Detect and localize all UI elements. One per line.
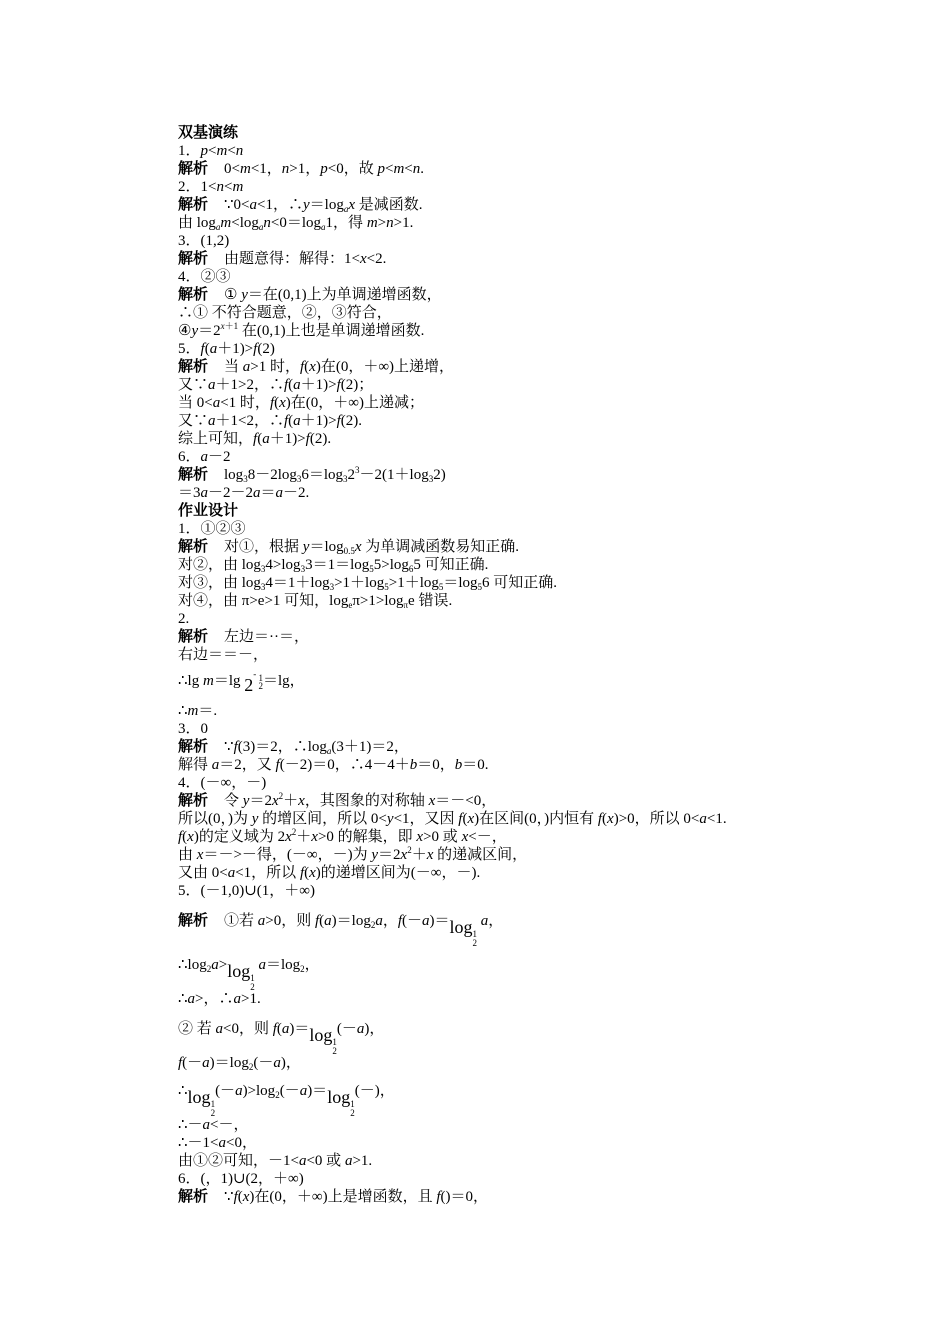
text-line: f(x)的定义域为 $2x^2+x>0$ 的解集，即 x>0 或 x<－， bbox=[178, 827, 507, 845]
text-line: 对④，由 π>e>1 可知，$\log_e\pi>1>\log_\pi e$ 错误. bbox=[178, 593, 453, 610]
solution-line: 解析 对①，根据 $y=\log_{0.5}x$ 为单调减函数易知正确. bbox=[178, 539, 520, 556]
solution-line: 解析 ① y＝在(0,1)上为单调递增函数， bbox=[178, 287, 442, 303]
text-line: 又∵a＋1<2，∴f(a＋1)>f(2). bbox=[178, 413, 363, 429]
solution-label: 解析 bbox=[178, 467, 209, 483]
text-line: 由 x＝－>－得，(－∞，－)为 $y=2x^2+x$ 的递减区间， bbox=[178, 845, 528, 863]
solution-line: 解析 左边＝··＝， bbox=[178, 629, 310, 645]
text-line: 当 0<a<1 时，f(x)在(0，＋∞)上递减； bbox=[178, 395, 424, 411]
solution-line: 解析 ∵0<a<1，$\therefore y=\log_ax$ 是减函数. bbox=[178, 197, 423, 214]
text-line: ∴① 不符合题意，②，③符合， bbox=[178, 305, 392, 321]
answer-line: 5．f(a＋1)>f(2) bbox=[178, 341, 275, 357]
text-line: ∴lg m＝lg $2^{- 1 2}$ ＝lg， bbox=[178, 669, 305, 695]
text-line: $f(-a)=\log_2(-a)$， bbox=[178, 1055, 301, 1072]
text-line: ∴a>，∴a>1. bbox=[178, 991, 261, 1007]
text-line: ∴－1<a<0， bbox=[178, 1135, 257, 1151]
answer-line: 1．p<m<n bbox=[178, 143, 244, 159]
answer-line: 6．(，1)∪(2，＋∞) bbox=[178, 1171, 304, 1187]
solution-label: 解析 bbox=[178, 539, 209, 555]
solution-label: 解析 bbox=[178, 739, 209, 755]
text-line: 由①②可知，－1<a<0 或 a>1. bbox=[178, 1153, 373, 1169]
text-line: ∴m＝. bbox=[178, 703, 218, 719]
text-line: ② 若 a<0，则 f(a)＝ log 1 2 (－a)， bbox=[178, 1021, 385, 1056]
solution-label: 解析 bbox=[178, 359, 209, 375]
answer-line: 2. bbox=[178, 611, 190, 627]
answer-line: 1．①②③ bbox=[178, 521, 246, 537]
solution-label: 解析 bbox=[178, 251, 209, 267]
solution-label: 解析 bbox=[178, 1189, 209, 1205]
text-line: 解得 a＝2，又 f(－2)＝0，∴4－4＋b＝0，b＝0. bbox=[178, 757, 489, 773]
answer-line: 5．(－1,0)∪(1，＋∞) bbox=[178, 883, 315, 899]
section-heading: 作业设计 bbox=[178, 503, 239, 519]
solution-line: 解析 $\log_38-2\log_36=\log_32^3-2(1+\log_32)$ bbox=[178, 465, 446, 484]
solution-line: 解析 0<m<1，n>1，p<0，故 p<m<n. bbox=[178, 161, 425, 177]
answer-line: 4．(－∞，－) bbox=[178, 775, 267, 791]
text-line: 由 $\log_am<\log_an<0=\log_a1$，得 m>n>1. bbox=[178, 215, 414, 232]
text-line: ∴ log 1 2 $(-a)>\log_2(-a)=$ log 1 2 (－)， bbox=[178, 1083, 395, 1118]
solution-label: 解析 bbox=[178, 913, 209, 929]
answer-line: 4．②③ bbox=[178, 269, 231, 285]
section-heading: 双基演练 bbox=[178, 125, 239, 141]
answer-line: 2．1<n<m bbox=[178, 179, 244, 195]
solution-label: 解析 bbox=[178, 629, 209, 645]
text-line: 综上可知，f(a＋1)>f(2). bbox=[178, 431, 332, 447]
text-line: 右边＝＝－， bbox=[178, 647, 269, 663]
solution-label: 解析 bbox=[178, 161, 209, 177]
answer-line: 3．(1,2) bbox=[178, 233, 230, 249]
solution-line: 解析 由题意得：解得：1<x<2. bbox=[178, 251, 387, 267]
solution-line: 解析 ①若 a>0，则 $f(a)=\log_2a$，f(－a)＝ log 1 2 a， bbox=[178, 913, 504, 948]
solution-line: 解析 当 a>1 时，f(x)在(0，＋∞)上递增， bbox=[178, 359, 455, 375]
text-line: ∴－a<－， bbox=[178, 1117, 249, 1133]
solution-label: 解析 bbox=[178, 287, 209, 303]
text-line: $\therefore\log_2a>$ log 1 2 $a=\log_2$， bbox=[178, 957, 320, 992]
text-line: ＝3a－2－2a＝a－2. bbox=[178, 485, 310, 501]
text-line: 又∵a＋1>2，∴f(a＋1)>f(2)； bbox=[178, 377, 374, 393]
solution-line: 解析 ∵f(x)在(0，＋∞)上是增函数，且 f()＝0， bbox=[178, 1189, 489, 1205]
answer-line: 6．a－2 bbox=[178, 449, 231, 465]
text-line: 对③，由 $\log_34=1+\log_3>1+\log_5>1+\log_5=\log_56$ 可知正确. bbox=[178, 575, 558, 592]
answer-line: 3．0 bbox=[178, 721, 209, 737]
text-line: 所以(0，)为 y 的增区间，所以 0<y<1，又因 f(x)在区间(0，)内恒有 f(x)>0，所以 0<a<1. bbox=[178, 811, 727, 827]
solution-line: 解析 令 $y=2x^2+x$，其图象的对称轴 x＝－<0， bbox=[178, 791, 497, 809]
solution-line: 解析 ∵f(3)＝2，$\therefore\log_a(3+1)=2$， bbox=[178, 739, 409, 756]
text-line: 又由 0<a<1，所以 f(x)的递增区间为(－∞，－). bbox=[178, 865, 481, 881]
solution-label: 解析 bbox=[178, 793, 209, 809]
text-line: 对②，由 $\log_34>\log_33=1=\log_55>\log_65$ 可知正确. bbox=[178, 557, 489, 574]
text-line: $④y=2^{x+1}$ 在(0,1)上也是单调递增函数. bbox=[178, 321, 425, 339]
solution-label: 解析 bbox=[178, 197, 209, 213]
